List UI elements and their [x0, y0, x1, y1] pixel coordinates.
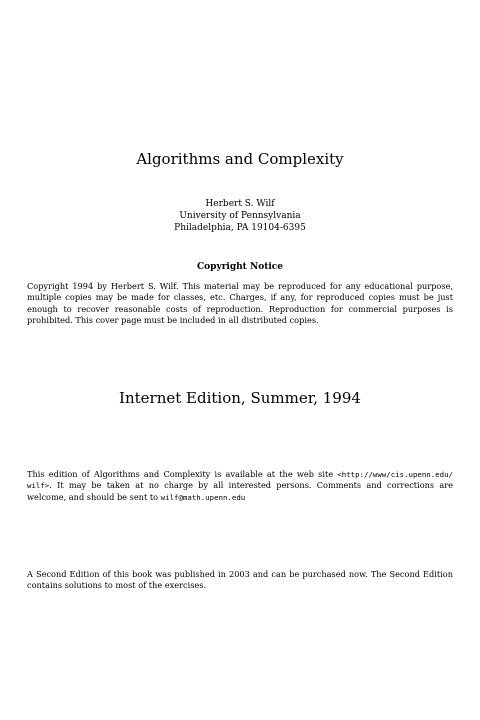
edition-title: Internet Edition, Summer, 1994	[119, 389, 361, 407]
author-affiliation: University of Pennsylvania	[179, 211, 301, 221]
author-block	[0, 198, 480, 234]
email-address[interactable]: wilf@math.upenn.edu	[160, 492, 246, 502]
author-address: Philadelphia, PA 19104-6395	[174, 223, 306, 233]
author-name: Herbert S. Wilf	[205, 199, 275, 209]
second-edition-note: A Second Edition of this book was published in 2003 and can be purchased now. The Second Edition contains solutions to most of the exercises.	[27, 569, 453, 591]
website-url[interactable]: <http://www/cis.upenn.edu/ wilf>	[27, 470, 453, 491]
availability-text: This edition of Algorithms and Complexity is available at the web site	[27, 469, 338, 479]
copyright-text: Copyright 1994 by Herbert S. Wilf. This material may be reproduced for any educational purpose, multiple copies may be made for classes, etc. Charges, if any, for reproduced copies must be just enough to recover reasonable costs of reproduction. Reproduction for commercial purposes is prohibited. This cover page must be included in all distributed copies.	[27, 281, 453, 325]
availability-paragraph	[27, 469, 453, 503]
book-title: Algorithms and Complexity	[136, 150, 344, 168]
availability-text-2: . It may be taken at no charge by all interested persons. Comments and corrections are welcome, and should be sent to	[27, 480, 453, 502]
copyright-heading: Copyright Notice	[197, 262, 283, 272]
